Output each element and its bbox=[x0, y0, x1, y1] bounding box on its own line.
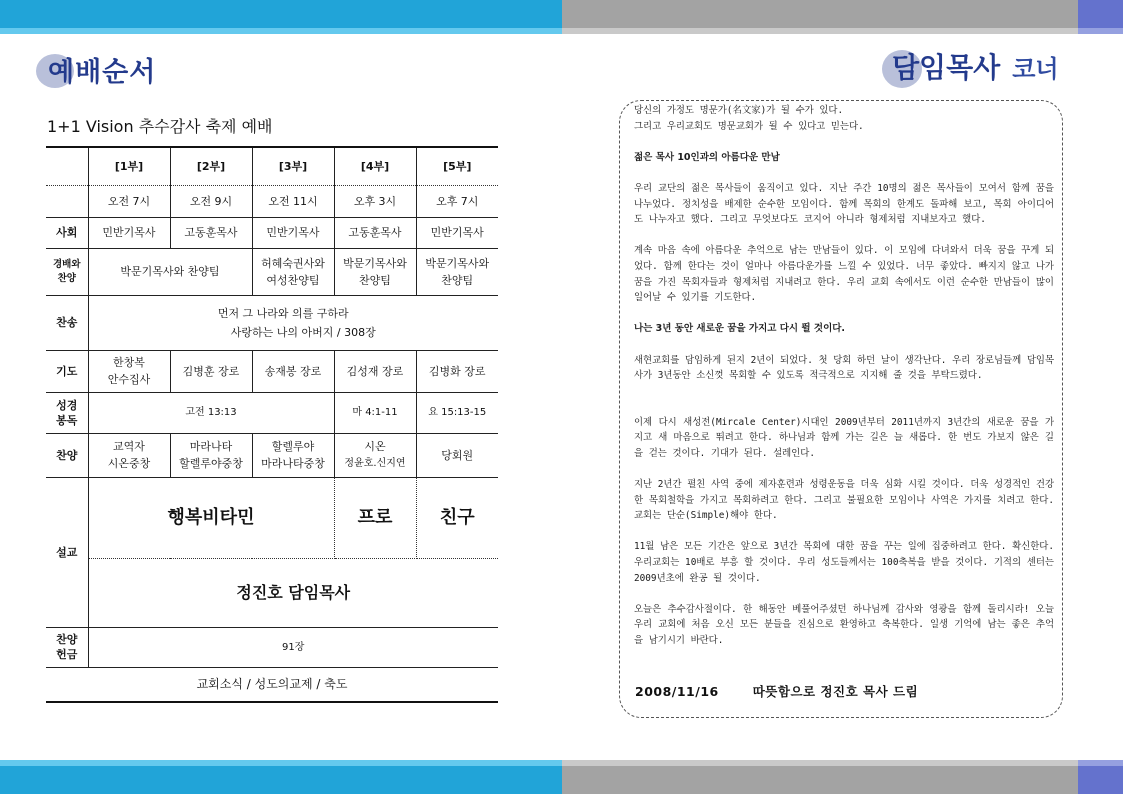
cell-line: 찬양팀 bbox=[359, 273, 391, 287]
scripture-ref: 요 15:13-15 bbox=[416, 392, 498, 433]
prayer-leader: 김성재 장로 bbox=[334, 350, 416, 392]
cell-line: 시온 bbox=[364, 440, 386, 453]
worship-order-table bbox=[46, 146, 498, 703]
column-paragraph: 우리 교단의 젊은 목사들이 움직이고 있다. 지난 주간 10명의 젊은 목사들이 모여서 함께 꿈을 나누었다. 정치성을 배제한 순수한 모임이다. 함께 목회의 한계도 돌파해 보고, 목회 아이디어도 나누자고 했다. 그리고 무엇보다도 코지어 아니라 형제처럼 지내보자고 했다. bbox=[634, 182, 1054, 226]
service-title: 1+1 Vision 추수감사 축제 예배 bbox=[47, 117, 273, 136]
prayer-leader: 김병훈 장로 bbox=[170, 350, 252, 392]
section-title: 젊은 목사 10인과의 아름다운 만남 bbox=[634, 151, 780, 163]
hymn-line: 사랑하는 나의 아버지 / 308장 bbox=[230, 325, 376, 339]
cell-line: 마라나타중창 bbox=[261, 457, 325, 470]
service-label: [3부] bbox=[252, 147, 334, 185]
blank-cell bbox=[46, 185, 88, 217]
times-row bbox=[46, 185, 498, 217]
row-label-line: 헌금 bbox=[56, 648, 78, 661]
row-label: 찬양 bbox=[46, 433, 88, 477]
service-time: 오후 3시 bbox=[334, 185, 416, 217]
pastor-column-text bbox=[634, 103, 1054, 664]
cell-line: 허혜숙권사와 bbox=[261, 256, 325, 270]
presider-name: 민반기목사 bbox=[252, 217, 334, 248]
signature-date: 2008/11/16 bbox=[635, 684, 719, 699]
row-label-line: 성경 bbox=[56, 398, 78, 412]
cell-line: 교역자 bbox=[113, 440, 145, 453]
service-label: [1부] bbox=[88, 147, 170, 185]
scripture-row bbox=[46, 392, 498, 433]
column-paragraph: 계속 마음 속에 아름다운 추억으로 남는 만남들이 있다. 이 모임에 다녀와서 더욱 꿈을 꾸게 되었다. 함께 한다는 것이 얼마나 아름다운가를 느낄 수 있었다. 너무 좋았다. 빠지지 않고 나가 꿈을 가진 목회자들과 형제처럼 지내려고 한다. 우리 교회 속에서도 이런 순수한 만남들이 많이 일어날 수 있기를 기도한다. bbox=[634, 245, 1054, 304]
prayer-leader bbox=[88, 350, 170, 392]
sermon-title-row bbox=[46, 477, 498, 558]
worship-leader bbox=[334, 248, 416, 295]
closing-row bbox=[46, 667, 498, 702]
row-label-line: 경배와 bbox=[52, 258, 81, 270]
cell-line: 여성찬양팀 bbox=[266, 273, 320, 287]
row-label bbox=[46, 627, 88, 667]
prayer-leader: 송재봉 장로 bbox=[252, 350, 334, 392]
service-time: 오전 7시 bbox=[88, 185, 170, 217]
bottom-band-indigo bbox=[1078, 760, 1123, 794]
cell-line: 찬양팀 bbox=[441, 273, 474, 287]
top-band-gray bbox=[562, 0, 1078, 34]
heading-main: 담임목사 bbox=[892, 51, 1001, 84]
presider-name: 고동훈목사 bbox=[334, 217, 416, 248]
bottom-band-gray bbox=[562, 760, 1078, 794]
row-label bbox=[46, 248, 88, 295]
sermon-title: 행복비타민 bbox=[88, 477, 334, 558]
row-label bbox=[46, 392, 88, 433]
signature bbox=[635, 682, 918, 700]
closing-text: 교회소식 / 성도의교제 / 축도 bbox=[46, 667, 498, 702]
worship-leader bbox=[416, 248, 498, 295]
choir-group bbox=[252, 433, 334, 477]
row-label-line: 봉독 bbox=[56, 413, 78, 427]
row-label-line: 찬양 bbox=[56, 633, 78, 646]
sermon-title: 친구 bbox=[416, 477, 498, 558]
worship-leader bbox=[252, 248, 334, 295]
sermon-title: 프로 bbox=[334, 477, 416, 558]
row-label: 기도 bbox=[46, 350, 88, 392]
worship-row bbox=[46, 248, 498, 295]
choir-group bbox=[334, 433, 416, 477]
service-label: [2부] bbox=[170, 147, 252, 185]
top-band-blue bbox=[0, 0, 562, 34]
preacher-name: 정진호 담임목사 bbox=[88, 558, 498, 627]
cell-line: 할렐루야중창 bbox=[179, 457, 243, 470]
service-time: 오후 7시 bbox=[416, 185, 498, 217]
heading-text: 예배순서 bbox=[48, 57, 157, 88]
hymn-titles bbox=[88, 295, 498, 350]
presider-name: 고동훈목사 bbox=[170, 217, 252, 248]
service-label: [4부] bbox=[334, 147, 416, 185]
worship-leader: 박문기목사와 찬양팀 bbox=[88, 248, 252, 295]
prayer-leader: 김병화 장로 bbox=[416, 350, 498, 392]
cell-line: 박문기목사와 bbox=[343, 256, 407, 270]
choir-group bbox=[170, 433, 252, 477]
row-label: 사회 bbox=[46, 217, 88, 248]
cell-line: 할렐루야 bbox=[271, 440, 315, 453]
row-label: 설교 bbox=[46, 477, 88, 627]
column-line: 당신의 가정도 명문가(名文家)가 될 수가 있다. bbox=[634, 105, 844, 116]
choir-group bbox=[88, 433, 170, 477]
column-line: 그리고 우리교회도 명문교회가 될 수 있다고 믿는다. bbox=[634, 120, 864, 132]
cell-line: 시온중창 bbox=[107, 457, 151, 470]
signature-name: 따뜻함으로 정진호 목사 드림 bbox=[752, 684, 919, 699]
presider-name: 민반기목사 bbox=[88, 217, 170, 248]
row-label: 찬송 bbox=[46, 295, 88, 350]
offering-row bbox=[46, 627, 498, 667]
service-label: [5부] bbox=[416, 147, 498, 185]
column-paragraph: 11월 남은 모든 기간은 앞으로 3년간 목회에 대한 꿈을 꾸는 일에 집중하려고 한다. 확신한다. 우리교회는 10배로 부흥 할 것이다. 우리 성도들께서는 100축복을 받을 것이다. 기적의 센터는 2009년초에 완공 될 것이다. bbox=[634, 541, 1054, 584]
cell-line: 마라나타 bbox=[189, 440, 233, 453]
section-title: 나는 3년 동안 새로운 꿈을 가지고 다시 뛸 것이다. bbox=[634, 323, 846, 335]
heading-suffix: 코너 bbox=[1012, 55, 1059, 83]
blank-cell bbox=[46, 147, 88, 185]
heading-text bbox=[892, 46, 1059, 86]
column-paragraph: 이제 다시 새성전(Mircale Center)시대인 2009년부터 2011년까지 3년간의 새로운 꿈을 가지고 새 마음으로 뛰려고 한다. 하나님과 함께 가는 길은 늘 새롭다. 한 번도 가보지 않은 길을 걷는 것이다. 기대가 된다. 설레인다. bbox=[634, 416, 1054, 459]
top-band-indigo bbox=[1078, 0, 1123, 34]
offering-hymn: 91장 bbox=[88, 627, 498, 667]
cell-line: 박문기목사와 bbox=[425, 256, 490, 270]
scripture-ref: 고전 13:13 bbox=[88, 392, 334, 433]
service-time: 오전 9시 bbox=[170, 185, 252, 217]
column-paragraph: 새현교회를 담임하게 된지 2년이 되었다. 첫 당회 하던 날이 생각난다. 우리 장로님들께 담임목사가 3년동안 소신껏 목회할 수 있도록 적극적으로 지지해 줄 것을 부탁드렸다. bbox=[634, 354, 1054, 382]
choir-group: 당회원 bbox=[416, 433, 498, 477]
prayer-row bbox=[46, 350, 498, 392]
cell-line: 한창복 bbox=[113, 356, 145, 369]
services-row bbox=[46, 147, 498, 185]
column-paragraph: 오늘은 추수감사절이다. 한 해동안 베풀어주셨던 하나님께 감사와 영광을 함께 돌리시라! 오늘 우리 교회에 처음 오신 모든 분들을 진심으로 환영하고 축복한다. 일생 기억에 남는 좋은 추억을 남기시기 바란다. bbox=[634, 603, 1054, 646]
choir-row bbox=[46, 433, 498, 477]
bottom-band-blue bbox=[0, 760, 562, 794]
scripture-ref: 마 4:1-11 bbox=[334, 392, 416, 433]
row-label-line: 찬양 bbox=[57, 272, 76, 284]
sermon-preacher-row bbox=[46, 558, 498, 627]
hymn-line: 먼저 그 나라와 의를 구하라 bbox=[217, 306, 349, 320]
service-time: 오전 11시 bbox=[252, 185, 334, 217]
presider-row bbox=[46, 217, 498, 248]
cell-line: 안수집사 bbox=[107, 373, 151, 386]
column-paragraph: 지난 2년간 펼친 사역 중에 제자훈련과 성령운동을 더욱 심화 시킬 것이다. 더욱 성경적인 건강한 목회철학을 가지고 목회하려고 한다. 그리고 불필요한 모임이나 사역은 가지를 치려고 한다. 교회는 단순(Simple)해야 한다. bbox=[634, 479, 1054, 522]
hymn-row bbox=[46, 295, 498, 350]
presider-name: 민반기목사 bbox=[416, 217, 498, 248]
cell-line: 정윤호.신지연 bbox=[344, 458, 406, 469]
